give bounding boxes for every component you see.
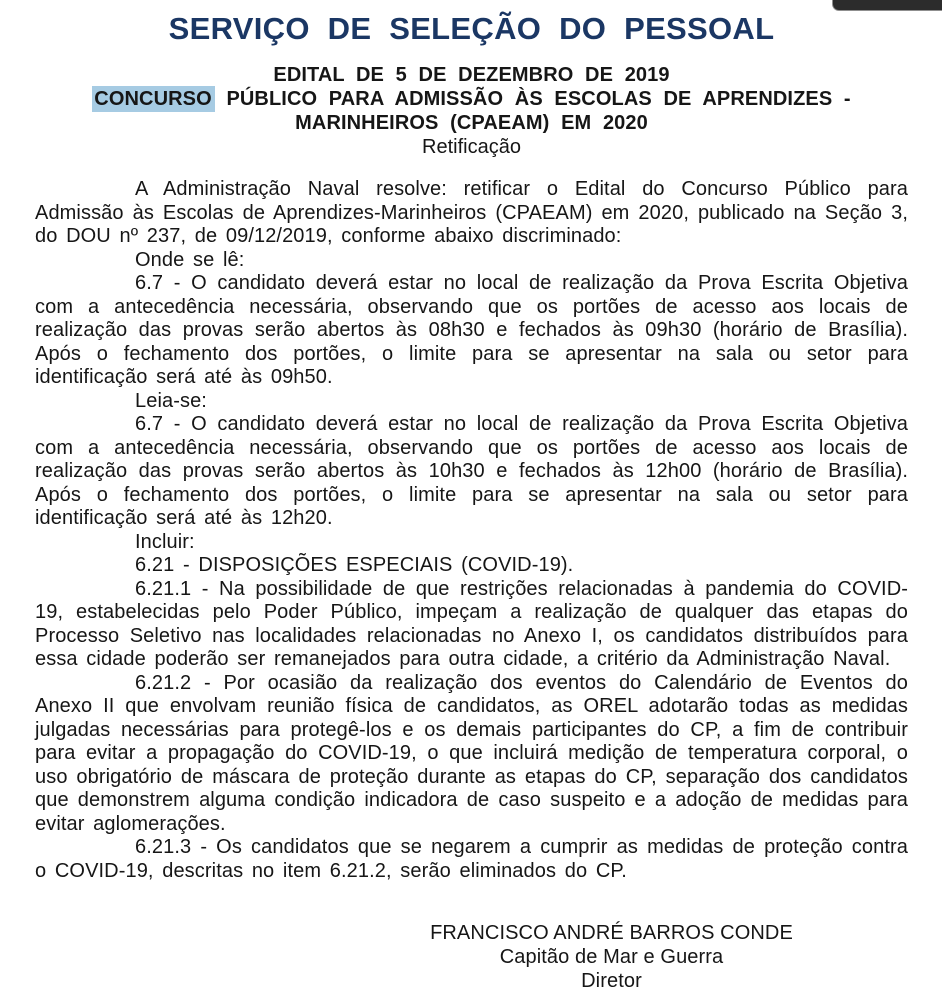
paragraph-6-21: 6.21 - DISPOSIÇÕES ESPECIAIS (COVID-19). xyxy=(135,554,574,576)
paragraph-6-21-2: 6.21.2 - Por ocasião da realização dos eventos do Calendário de Eventos do Anexo II que envolvam reunião física de candidatos, as OREL adotarão todas as medidas julgadas necessárias para protegê-los e os demais participantes do CP, a fim de contribuir para evitar a propagação do COVID-19, o que incluirá medição de temperatura corporal, o uso obrigatório de máscara de proteção durante as etapas do CP, separação dos candidatos que demonstrem alguma condição indicadora de caso suspeito e a adoção de medidas para evitar aglomerações. xyxy=(35,671,908,835)
edital-date-line: EDITAL DE 5 DE DEZEMBRO DE 2019 xyxy=(273,64,670,86)
signer-name: FRANCISCO ANDRÉ BARROS CONDE xyxy=(430,922,793,944)
cutoff-tooltip-fragment xyxy=(832,0,942,11)
signer-rank: Capitão de Mar e Guerra xyxy=(499,946,724,968)
paragraph-6-21-3: 6.21.3 - Os candidatos que se negarem a cumprir as medidas de proteção contra o COVID-19, descritas no item 6.21.2, serão eliminados do CP. xyxy=(35,836,908,882)
edital-subject-rest: PÚBLICO PARA ADMISSÃO ÀS ESCOLAS DE APRENDIZES - xyxy=(214,88,851,110)
selected-text-highlight: CONCURSO xyxy=(92,86,214,112)
paragraph-6-21-1: 6.21.1 - Na possibilidade de que restrições relacionadas à pandemia do COVID-19, estabelecidas pelo Poder Público, impeçam a realização de qualquer das etapas do Processo Seletivo nas localidades relacionadas no Anexo I, os candidatos distribuídos para essa cidade poderão ser remanejados para outra cidade, a critério da Administração Naval. xyxy=(35,577,908,670)
document-body xyxy=(35,178,908,883)
retificacao-label: Retificação xyxy=(422,136,521,158)
edital-subject-line2: MARINHEIROS (CPAEAM) EM 2020 xyxy=(295,112,648,134)
paragraph-leia-se: Leia-se: xyxy=(135,389,207,412)
paragraph-intro: A Administração Naval resolve: retificar o Edital do Concurso Público para Admissão às Escolas de Aprendizes-Marinheiros (CPAEAM) em 2020, publicado na Seção 3, do DOU nº 237, de 09/12/2019, conforme abaixo discriminado: xyxy=(35,178,908,247)
paragraph-6-7-new: 6.7 - O candidato deverá estar no local de realização da Prova Escrita Objetiva com a antecedência necessária, observando que os portões de acesso aos locais de realização das provas serão abertos às 10h30 e fechados às 12h00 (horário de Brasília). Após o fechamento dos portões, o limite para se apresentar na sala ou setor para identificação será até às 12h20. xyxy=(35,413,908,529)
paragraph-incluir: Incluir: xyxy=(135,530,195,553)
signature-block xyxy=(35,921,908,990)
paragraph-6-7-old: 6.7 - O candidato deverá estar no local de realização da Prova Escrita Objetiva com a antecedência necessária, observando que os portões de acesso aos locais de realização das provas serão abertos às 08h30 e fechados às 09h30 (horário de Brasília). Após o fechamento dos portões, o limite para se apresentar na sala ou setor para identificação será até às 09h50. xyxy=(35,272,908,388)
page-title: SERVIÇO DE SELEÇÃO DO PESSOAL xyxy=(168,11,775,46)
signer-role: Diretor xyxy=(581,970,642,990)
edital-subject-line1 xyxy=(35,87,908,111)
paragraph-onde-se-le: Onde se lê: xyxy=(135,248,245,271)
edital-heading xyxy=(35,63,908,159)
